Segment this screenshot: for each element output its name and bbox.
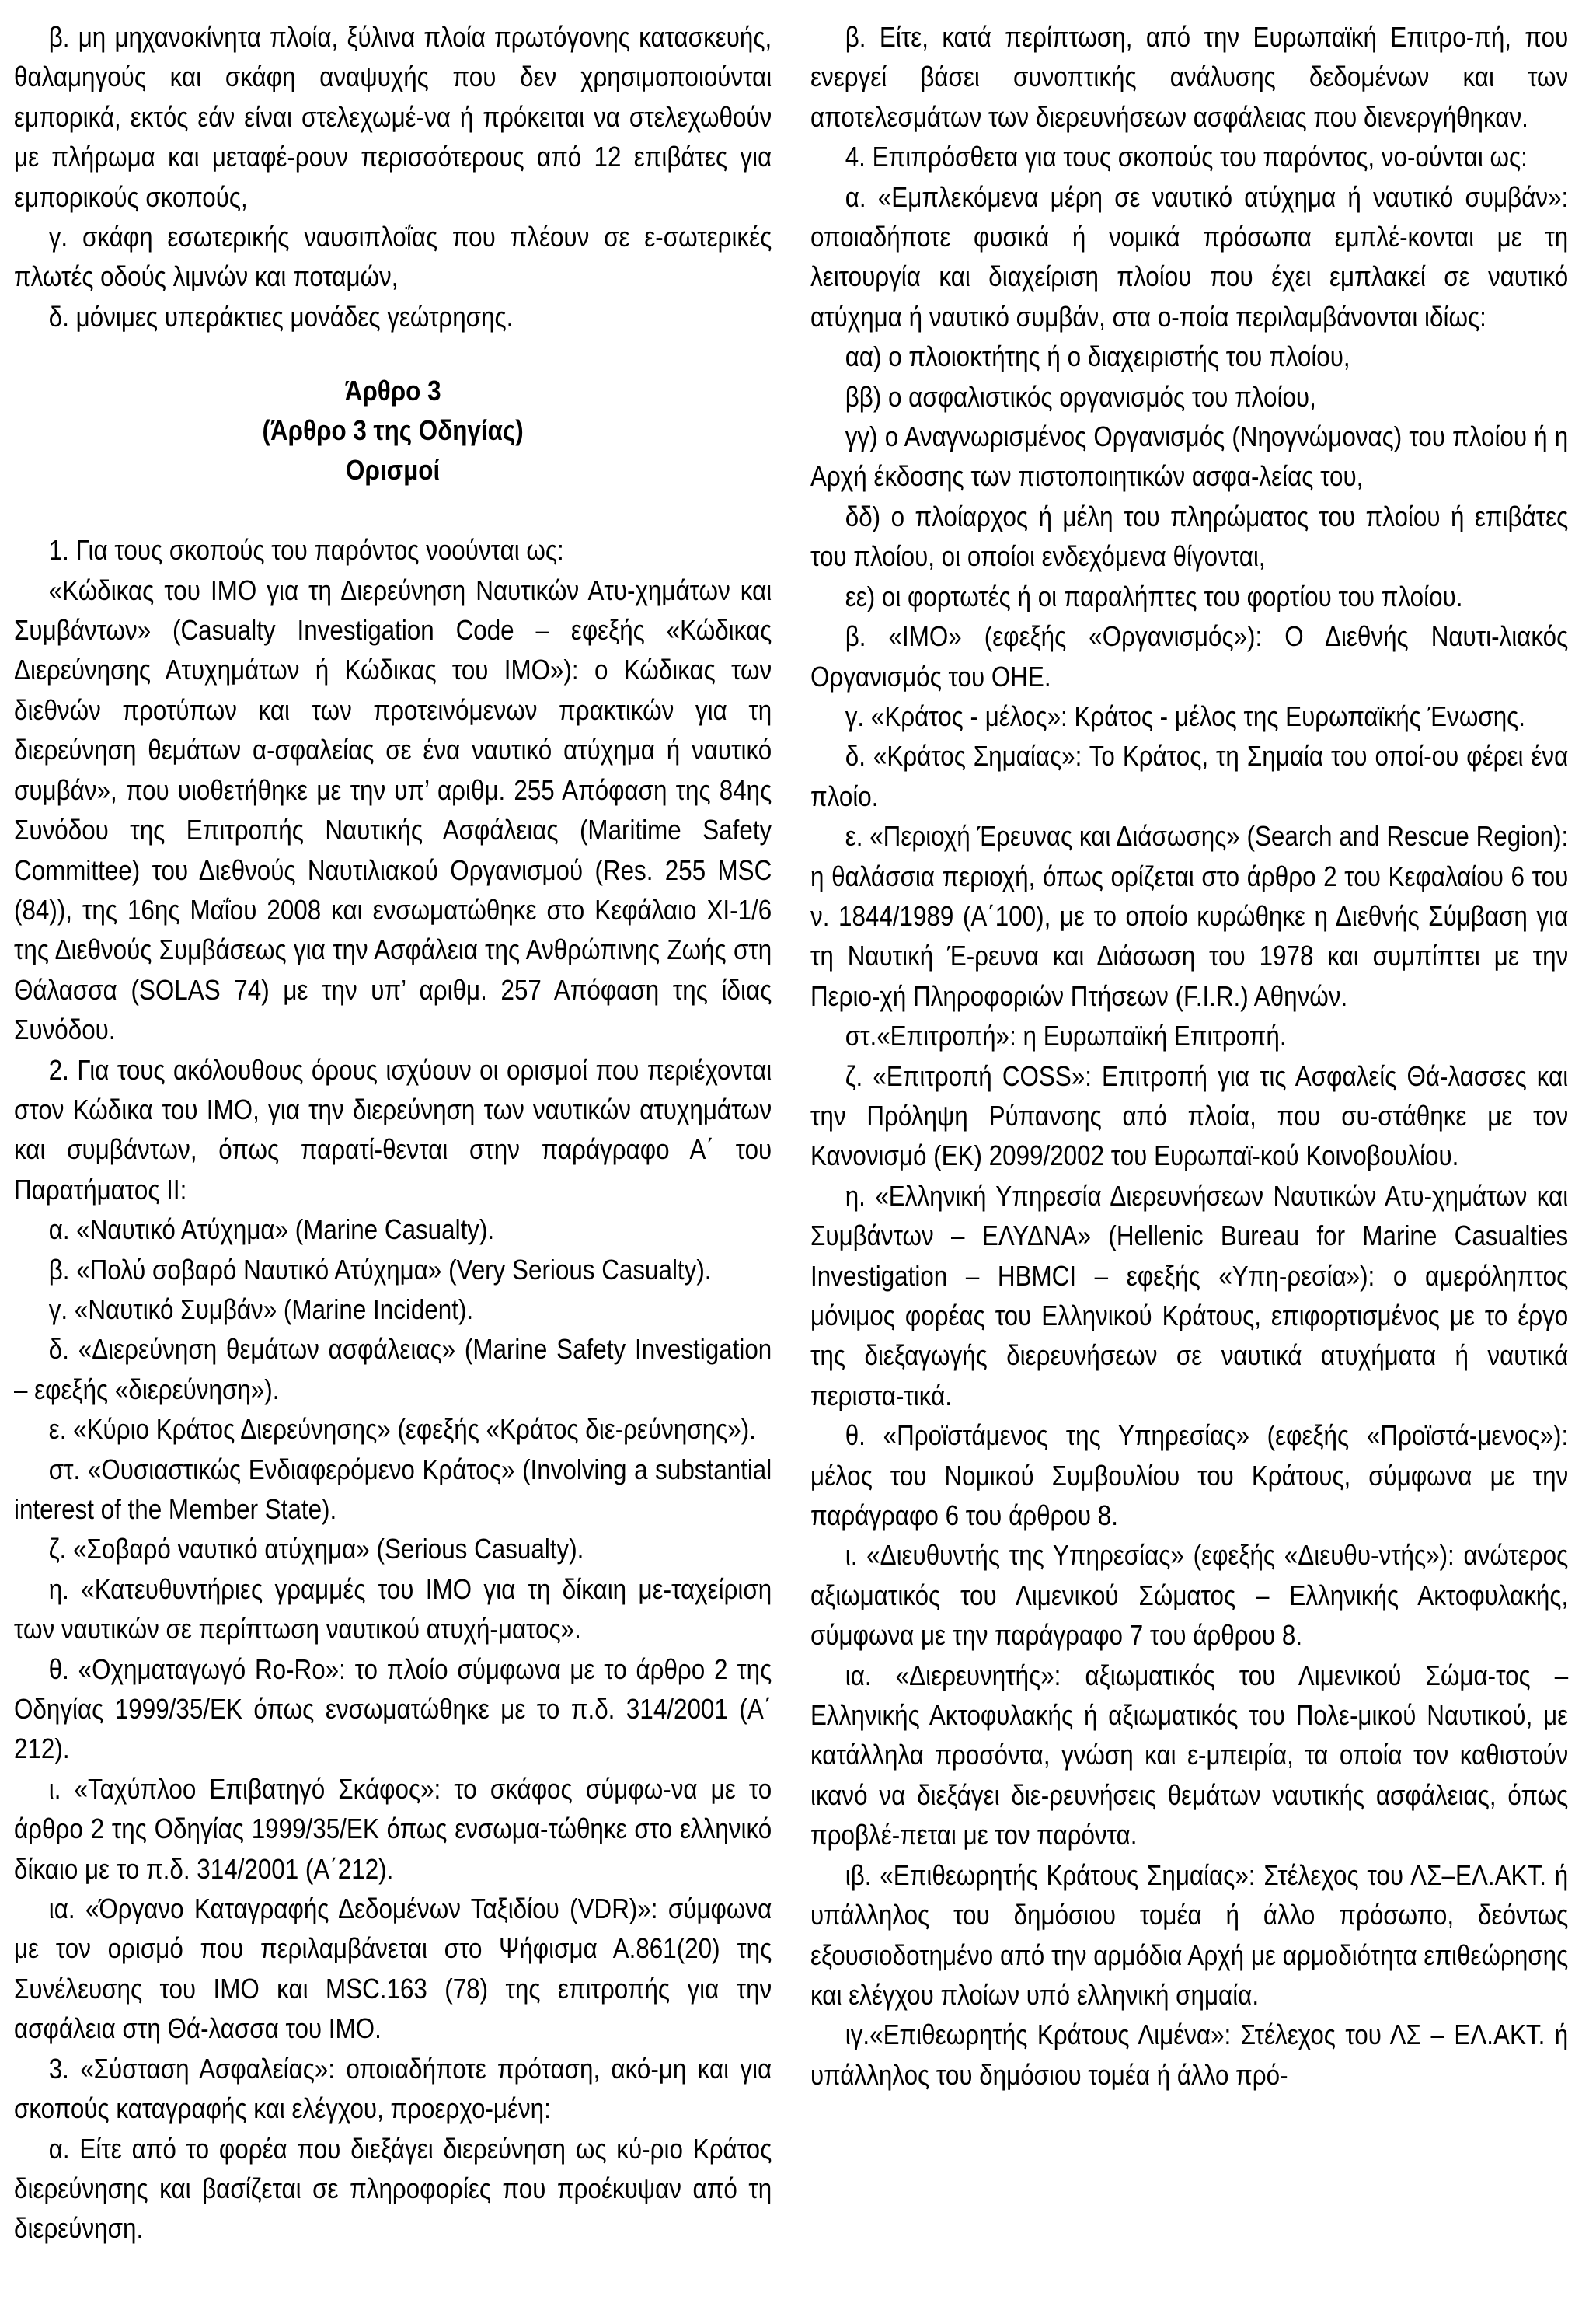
- definition-investigator: ια. «Διερευνητής»: αξιωματικός του Λιμενικού Σώμα-τος – Ελληνικής Ακτοφυλακής ή αξιωματικός του Πολε-μικού Ναυτικού, με κατάλληλα προσόντα, γνώση και ε-μπειρία, τα οποία τον καθιστούν ικανό να διεξάγει διε-ρευνήσεις θεμάτων ναυτικής ασφάλειας, όπως προβλέ-πεται με τον παρόντα.: [810, 1659, 1569, 1851]
- definition-port-state-inspector: ιγ.«Επιθεωρητής Κράτους Λιμένα»: Στέλεχος του ΛΣ – ΕΛ.ΑΚΤ. ή υπάλληλος του δημόσιου τομέα ή άλλο πρό-: [810, 2019, 1569, 2091]
- paragraph-4-intro: 4. Επιπρόσθετα για τους σκοπούς του παρόντος, νο-ούνται ως:: [845, 141, 1528, 173]
- article-number: Άρθρο 3: [344, 375, 441, 407]
- definition-head-of-service: θ. «Προϊστάμενος της Υπηρεσίας» (εφεξής «Προϊστά-μενος»): μέλος του Νομικού Συμβουλίου του Κράτους, σύμφωνα με την παράγραφο 6 του άρθρου 8.: [810, 1419, 1569, 1532]
- definition-theta: θ. «Οχηματαγωγό Ro-Ro»: το πλοίο σύμφωνα με το άρθρο 2 της Οδηγίας 1999/35/ΕΚ όπως ενσωματώθηκε με το π.δ. 314/2001 (Α΄ 212).: [14, 1652, 772, 1765]
- definition-search-rescue-region: ε. «Περιοχή Έρευνας και Διάσωσης» (Search and Rescue Region): η θαλάσσια περιοχή, όπως ορίζεται στο άρθρο 2 του Κεφαλαίου 6 του ν. 1844/1989 (Α΄100), με το οποίο κυρώθηκε η Διεθνής Σύμβαση για τη Ναυτική Έ-ρευνα και Διάσωση του 1978 και συμπίπτει με την Περιο-χή Πληροφοριών Πτήσεων (F.I.R.) Αθηνών.: [810, 820, 1569, 1012]
- sub-item-gg: γγ) ο Αναγνωρισμένος Οργανισμός (Νηογνώμονας) του πλοίου ή η Αρχή έκδοσης των πιστοποιητικών ασφα-λείας του,: [810, 420, 1569, 493]
- definition-zeta: ζ. «Σοβαρό ναυτικό ατύχημα» (Serious Casualty).: [48, 1533, 584, 1565]
- paragraph-2-intro: 2. Για τους ακόλουθους όρους ισχύουν οι ορισμοί που περιέχονται στον Κώδικα του ΙΜΟ, για την διερεύνηση των ναυτικών ατυχημάτων και συμβάντων, όπως παρατί-θενται στην παράγραφο Α΄ του Παρατήματος ΙΙ:: [14, 1053, 772, 1206]
- paragraph-3-alpha: α. Είτε από το φορέα που διεξάγει διερεύνηση ως κύ-ριο Κράτος διερεύνησης και βασίζεται σε πληροφορίες που προέκυψαν από τη διερεύνηση.: [14, 2132, 772, 2245]
- definition-eta: η. «Κατευθυντήριες γραμμές του ΙΜΟ για τη δίκαιη με-ταχείριση των ναυτικών σε περίπτωση ναυτικού ατυχή-ματος».: [14, 1572, 772, 1645]
- paragraph-beta-non-motorized: β. μη μηχανοκίνητα πλοία, ξύλινα πλοία πρωτόγονης κατασκευής, θαλαμηγούς και σκάφη αναψυχής που δεν χρησιμοποιούνται εμπορικά, εκτός εάν είναι στελεχωμέ-να ή πρόκειται να στελεχωθούν με πλήρωμα και μεταφέ-ρουν περισσότερους από 12 επιβάτες για εμπορικούς σκοπούς,: [14, 21, 772, 213]
- definition-st: στ. «Ουσιαστικώς Ενδιαφερόμενο Κράτος» (Involving a substantial interest of the Member State).: [14, 1453, 772, 1525]
- paragraph-3-safety-recommendation: 3. «Σύσταση Ασφαλείας»: οποιαδήποτε πρόταση, ακό-μη και για σκοπούς καταγραφής και ελέγχου, προερχο-μένη:: [14, 2052, 772, 2125]
- paragraph-delta-offshore-units: δ. μόνιμες υπεράκτιες μονάδες γεώτρησης.: [48, 300, 514, 333]
- sub-item-ee: εε) οι φορτωτές ή οι παραλήπτες του φορτίου του πλοίου.: [845, 580, 1463, 612]
- definition-hbmci: η. «Ελληνική Υπηρεσία Διερευνήσεων Ναυτικών Ατυ-χημάτων και Συμβάντων – ΕΛΥΔΝΑ» (Hellenic Bureau for Marine Casualties Investigation – HBMCI – εφεξής «Υπη-ρεσία»): ο αμερόληπτος μόνιμος φορέας του Ελληνικού Κράτους, επιφορτισμένος με το έργο της διεξαγωγής διερευνήσεων σε ναυτικά ατυχήματα ή ναυτικά περιστα-τικά.: [810, 1179, 1569, 1411]
- left-column: [14, 17, 772, 2249]
- sub-item-bb: ββ) ο ασφαλιστικός οργανισμός του πλοίου,: [845, 380, 1316, 413]
- definition-coss-committee: ζ. «Επιτροπή COSS»: Επιτροπή για τις Ασφαλείς Θά-λασσες και την Πρόληψη Ρύπανσης από πλοία, που συ-στάθηκε με τον Κανονισμό (ΕΚ) 2099/2002 του Ευρωπαϊ-κού Κοινοβουλίου.: [810, 1059, 1569, 1172]
- definition-delta: δ. «Διερεύνηση θεμάτων ασφάλειας» (Marine Safety Investigation – εφεξής «διερεύνηση»).: [14, 1333, 772, 1405]
- definition-ia-vdr: ια. «Όργανο Καταγραφής Δεδομένων Ταξιδίου (VDR)»: σύμφωνα με τον ορισμό που περιλαμβάνεται στο Ψήφισμα Α.861(20) της Συνέλευσης του ΙΜΟ και MSC.163 (78) της επιτροπής για την ασφάλεια στη Θά-λασσα του ΙΜΟ.: [14, 1893, 772, 2045]
- sub-item-dd: δδ) ο πλοίαρχος ή μέλη του πληρώματος του πλοίου ή επιβάτες του πλοίου, οι οποίοι ενδεχόμενα θίγονται,: [810, 500, 1569, 573]
- definition-gamma: γ. «Ναυτικό Συμβάν» (Marine Incident).: [48, 1293, 474, 1325]
- definition-flag-state-inspector: ιβ. «Επιθεωρητής Κράτους Σημαίας»: Στέλεχος του ΛΣ–ΕΛ.ΑΚΤ. ή υπάλληλος του δημόσιου τομέα ή άλλο πρόσωπο, δεόντως εξουσιοδοτημένο από την αρμόδια Αρχή με αρμοδιότητα επιθεώρησης και ελέγχου πλοίων υπό ελληνική σημαία.: [810, 1858, 1569, 2011]
- article-title: Ορισμοί: [346, 454, 441, 487]
- sub-item-aa: αα) ο πλοιοκτήτης ή ο διαχειριστής του πλοίου,: [845, 340, 1350, 373]
- definition-epsilon: ε. «Κύριο Κράτος Διερεύνησης» (εφεξής «Κράτος διε-ρεύνησης»).: [48, 1413, 756, 1446]
- definition-flag-state: δ. «Κράτος Σημαίας»: Το Κράτος, τη Σημαία του οποί-ου φέρει ένα πλοίο.: [810, 740, 1569, 812]
- definition-director: ι. «Διευθυντής της Υπηρεσίας» (εφεξής «Διευθυ-ντής»): ανώτερος αξιωματικός του Λιμενικού Σώματος – Ελληνικής Ακτοφυλακής, σύμφωνα με την παράγραφο 7 του άρθρου 8.: [810, 1539, 1569, 1652]
- paragraph-3-beta: β. Είτε, κατά περίπτωση, από την Ευρωπαϊκή Επιτρο-πή, που ενεργεί βάσει συνοπτικής ανάλυσης δεδομένων και των αποτελεσμάτων των διερευνήσεων ασφάλειας που διενεργήθηκαν.: [810, 21, 1569, 133]
- right-column: [810, 17, 1568, 2095]
- definition-involved-parties: α. «Εμπλεκόμενα μέρη σε ναυτικό ατύχημα ή ναυτικό συμβάν»: οποιαδήποτε φυσικά ή νομικά πρόσωπα εμπλέ-κονται με τη λειτουργία και διαχείριση πλοίου που έχει εμπλακεί σε ναυτικό ατύχημα ή ναυτικό συμβάν, στα ο-ποία περιλαμβάνονται ιδίως:: [810, 180, 1569, 333]
- definition-member-state: γ. «Κράτος - μέλος»: Κράτος - μέλος της Ευρωπαϊκής Ένωσης.: [845, 700, 1526, 732]
- definition-commission: στ.«Επιτροπή»: η Ευρωπαϊκή Επιτροπή.: [845, 1020, 1287, 1052]
- directive-reference: (Άρθρο 3 της Οδηγίας): [262, 414, 524, 447]
- definition-iota: ι. «Ταχύπλοο Επιβατηγό Σκάφος»: το σκάφος σύμφω-να με το άρθρο 2 της Οδηγίας 1999/35/ΕΚ όπως ενσωμα-τώθηκε στο ελληνικό δίκαιο με το π.δ. 314/2001 (Α΄212).: [14, 1772, 772, 1885]
- paragraph-1-intro: 1. Για τους σκοπούς του παρόντος νοούνται ως:: [48, 534, 564, 567]
- definition-imo: β. «ΙΜΟ» (εφεξής «Οργανισμός»): Ο Διεθνής Ναυτι-λιακός Οργανισμός του ΟΗΕ.: [810, 620, 1569, 693]
- definition-beta: β. «Πολύ σοβαρό Ναυτικό Ατύχημα» (Very Serious Casualty).: [48, 1253, 712, 1286]
- article-heading: [14, 371, 772, 490]
- paragraph-gamma-inland-vessels: γ. σκάφη εσωτερικής ναυσιπλοΐας που πλέουν σε ε-σωτερικές πλωτές οδούς λιμνών και ποταμών,: [14, 221, 772, 293]
- paragraph-imo-code-definition: «Κώδικας του ΙΜΟ για τη Διερεύνηση Ναυτικών Ατυ-χημάτων και Συμβάντων» (Casualty Investigation Code – εφεξής «Κώδικας Διερεύνησης Ατυχημάτων ή Κώδικας του ΙΜΟ»): ο Κώδικας των διεθνών προτύπων και των προτεινόμενων πρακτικών για τη διερεύνηση θεμάτων α-σφαλείας σε ένα ναυτικό ατύχημα ή ναυτικό συμβάν», που υιοθετήθηκε με την υπ’ αριθμ. 255 Απόφαση της 84ης Συνόδου της Επιτροπής Ναυτικής Ασφάλειας (Maritime Safety Committee) του Διεθνούς Ναυτιλιακού Οργανισμού (Res. 255 MSC (84)), της 16ης Μαΐου 2008 και ενσωματώθηκε στο Κεφάλαιο ΧΙ-1/6 της Διεθνούς Συμβάσεως για την Ασφάλεια της Ανθρώπινης Ζωής στη Θάλασσα (SOLAS 74) με την υπ’ αριθμ. 257 Απόφαση της ίδιας Συνόδου.: [14, 574, 772, 1046]
- definition-alpha: α. «Ναυτικό Ατύχημα» (Marine Casualty).: [48, 1213, 495, 1246]
